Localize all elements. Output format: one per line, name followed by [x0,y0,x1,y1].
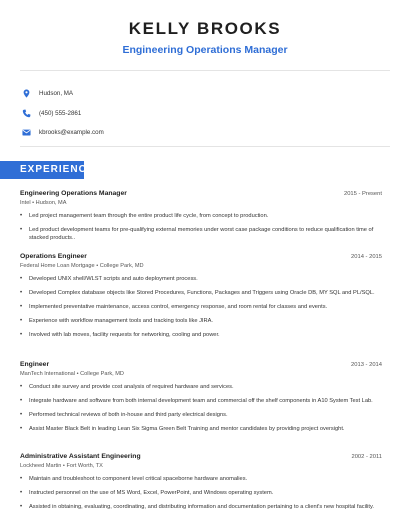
job-title: Administrative Assistant Engineering [20,453,141,460]
job-bullet-list [20,475,382,511]
job-bullet-list [20,383,382,433]
list-item: • Instructed personnel on the use of MS Word, Excel, PowerPoint, and Windows operating system. [20,489,382,497]
list-item: • Developed UNIX shell/WLST scripts and auto deployment process. [20,275,382,283]
list-item: • Maintain and troubleshoot to component level critical spaceborne hardware anomalies. [20,475,382,483]
envelope-icon [22,128,31,137]
list-item: • Integrate hardware and software from both internal development team and commercial off the shelf components in A10 System Test Lab. [20,397,382,405]
job-dates: 2013 - 2014 [351,362,382,368]
job-dates: 2014 - 2015 [351,254,382,260]
job-dates: 2015 - Present [343,191,382,197]
list-item: • Assisted in obtaining, evaluating, coordinating, and distributing information and documentation pertaining to a client's new hospital facility. [20,503,382,511]
job-company-location: Federal Home Loan Mortgage • College Park, MD [20,262,144,269]
job-company: Lockheed Martin [20,462,62,469]
job-entry [20,453,382,517]
contact-location [22,84,382,104]
contact-phone [22,104,382,124]
phone-icon [22,109,31,118]
job-location: College Park, MD [80,370,124,377]
job-entry [20,190,382,248]
candidate-name: KELLY BROOKS [128,19,282,38]
list-item: • Developed Complex database objects like Stored Procedures, Functions, Packages and Triggers using Oracle DB, MY SQL and PL/SQL. [20,289,382,297]
job-company: ManTech International [20,370,76,377]
contact-email-text: kbrooks@example.com [39,129,104,137]
job-entry [20,253,382,345]
contact-list [22,84,382,143]
header-divider [20,70,390,71]
list-item: • Assist Master Black Belt in leading Lean Six Sigma Green Belt Training and mentor candidates by providing project oversight. [20,425,382,433]
job-bullet-list [20,275,382,339]
resume-header [0,0,410,57]
contact-phone-text: (450) 555-2861 [39,109,82,117]
job-title: Operations Engineer [20,253,87,260]
contact-divider [20,146,390,147]
job-dates: 2002 - 2011 [351,454,382,460]
section-heading-experience: EXPERIENCE [20,164,95,175]
list-item: • Experience with workflow management tools and tracking tools like JIRA. [20,317,382,325]
list-item: • Performed technical reviews of both in-house and third party electrical designs. [20,411,382,419]
list-item: • Led project management team through the entire product life cycle, from concept to production. [20,212,382,220]
map-pin-icon [22,89,31,98]
job-company: Federal Home Loan Mortgage [20,262,95,269]
candidate-title: Engineering Operations Manager [122,44,288,56]
list-item: • Led product development teams for pre-qualifying external memories under worst case package conditions to reduce qualification time of stacked products.. [20,226,382,242]
job-location: Fort Worth, TX [66,462,103,469]
job-bullet-list [20,212,382,242]
job-company: Intel [20,199,31,206]
job-location: College Park, MD [99,262,144,269]
job-title: Engineer [20,361,50,368]
contact-email [22,123,382,143]
contact-location-text: Hudson, MA [39,90,74,98]
job-company-location: ManTech International • College Park, MD [20,370,124,377]
job-location: Hudson, MA [35,199,67,206]
list-item: • Conduct site survey and provide cost analysis of required hardware and services. [20,383,382,391]
list-item: • Involved with lab moves, facility requests for networking, cooling and power. [20,331,382,339]
job-company-location: Lockheed Martin • Fort Worth, TX [20,462,103,469]
job-title: Engineering Operations Manager [20,190,127,197]
job-company-location: Intel • Hudson, MA [20,199,67,206]
list-item: • Implemented preventative maintenance, access control, emergency response, and room rental for classes and events. [20,303,382,311]
job-entry [20,361,382,439]
